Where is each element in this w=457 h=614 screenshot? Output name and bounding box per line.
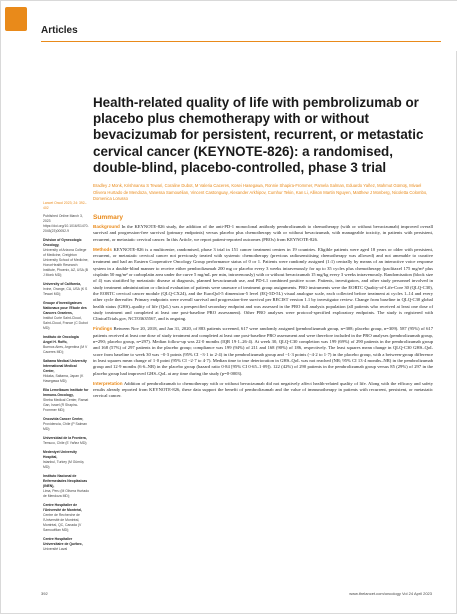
findings-label: Findings: [93, 326, 113, 332]
affiliation-item: [43, 388, 89, 413]
affiliation-detail: University of Arizona College of Medicine, Creighton University School of Medicine, HonorHealth Research Institute, Phoenix, AZ, USA (B J Monk MD);: [43, 248, 89, 277]
header-rule: [41, 41, 441, 42]
page-number: 392: [41, 591, 48, 596]
affiliation-name: Centre Hospitalier Universitaire de Québec,: [43, 537, 83, 546]
summary-heading: Summary: [93, 214, 124, 221]
affiliation-name: Saitama Medical University International Medical Center,: [43, 359, 87, 373]
affiliation-name: Universidad de la Frontera,: [43, 436, 87, 440]
journal-footer: www.thelancet.com/oncology Vol 24 April 2023: [349, 591, 432, 596]
affiliation-name: Instituto Nacional de Enfermedades Neoplásicas (INEN),: [43, 474, 88, 488]
affiliation-item: [43, 335, 89, 355]
header-accent-tab: [5, 7, 27, 31]
affiliation-name: Division of Gynecologic Oncology,: [43, 238, 82, 247]
affiliation-item: [43, 450, 89, 470]
affiliation-item: [43, 537, 89, 552]
journal-header: [1, 1, 457, 51]
abstract-interpretation: [93, 381, 433, 400]
affiliation-item: [43, 238, 89, 278]
sidebar-notes: [43, 201, 89, 556]
affiliation-detail: Centre de Recherche de l'Université de Montréal, Montréal, QC, Canada (V Samouëlian MD);: [43, 513, 82, 532]
affiliation-name: Medeniyet University Hospital,: [43, 450, 77, 459]
publication-info: Published Online March 3, 2023 https://doi.org/10.1016/S1470-2045(23)00052-9: [43, 214, 89, 233]
affiliation-detail: Istanbul, Turkey (M Gümüş MD);: [43, 460, 84, 469]
background-text: In the KEYNOTE-826 study, the addition of the anti-PD-1 monoclonal antibody pembrolizumab to chemotherapy (with or without bevacizumab) improved overall survival and progression-free survival (primary endpoints) versus placebo plus chemotherapy with or without bevacizumab, with manageable toxicity, in patients with persistent, recurrent, or metastatic cervical cancer. In this Article, we report patient-reported outcomes (PROs) from KEYNOTE-826.: [93, 224, 434, 242]
affiliation-name: Ella Lemelbaum Institute for Immuno-Oncology,: [43, 388, 89, 397]
affiliation-name: Instituto de Oncologia Angel H. Roffo,: [43, 335, 79, 344]
affiliation-item: [43, 359, 89, 384]
journal-reference: Lancet Oncol 2023; 24: 392–402: [43, 201, 87, 210]
affiliation-detail: Hidaka, Saitama, Japan (K Hasegawa MD);: [43, 374, 84, 383]
affiliation-item: [43, 503, 89, 533]
background-label: Background: [93, 224, 120, 229]
findings-text: Between Nov 20, 2018, and Jan 31, 2020, of 883 patients screened, 617 were randomly assigned (pembrolizumab group, n=308; placebo group, n=309). 587 (95%) of 617 patients received at least one dose of study treatment and completed at least one post-baseline PRO assessment and were therefore included in the PRO analyses (pembrolizumab group, n=290; placebo group, n=297). Median follow-up was 22·0 months (IQR 19·1–26·4). At week 30, QLQ-C30 completion was 199 (69%) of 290 patients in the pembrolizumab group and 168 (57%) of 297 patients in the placebo group; compliance was 199 (94%) of 211 and 168 (90%) of 186, respectively. The least squares mean change in QLQ-C30 GHS–QoL score from baseline to week 30 was −0·3 points (95% CI −3·1 to 2·4) in the pembrolizumab group and −1·3 points (−4·2 to 1·7) in the placebo group, with a between-group difference in least squares mean change of 1·0 point (95% CI −2·7 to 4·7). Median time to true deterioration in GHS–QoL was not reached (NR; 95% CI 13·4 months–NR) in the pembrolizumab group and 12·9 months (6·6–NR) in the placebo group (hazard ratio 0·84 [95% CI 0·65–1·09]). 122 (42%) of 290 patients in the pembrolizumab group versus 85 (29%) of 297 in the placebo group had improved GHS–QoL at any time during the study (p=0·0003).: [93, 326, 433, 376]
affiliation-name: University of California,: [43, 282, 82, 286]
affiliations-list: [43, 238, 89, 552]
affiliation-item: [43, 301, 89, 331]
abstract-background: [93, 224, 433, 243]
affiliation-detail: Temuco, Chile (E Yañez MD);: [43, 441, 88, 445]
affiliation-detail: Providencia, Chile (P Salman MD);: [43, 422, 88, 431]
section-label: Articles: [41, 25, 78, 36]
abstract-body: [93, 224, 433, 404]
interpretation-text: Addition of pembrolizumab to chemotherapy with or without bevacizumab did not negatively affect health-related quality of life. Along with the efficacy and safety results already reported from KEYNOTE-826, these data support the benefit of pembrolizumab and the value of immunotherapy in patients with recurrent, persistent, or metastatic cervical cancer.: [93, 380, 433, 399]
affiliation-name: Centre Hospitalier de l'Université de Montréal,: [43, 503, 83, 512]
affiliation-item: [43, 417, 89, 432]
article-title: Health-related quality of life with pembrolizumab or placebo plus chemotherapy with or without bevacizumab for persistent, recurrent, or metastatic cervical cancer (KEYNOTE-826): a randomised, double-blind, placebo-controlled, phase 3 trial: [93, 95, 424, 175]
affiliation-name: Groupe d'Investigateurs Nationaux pour l'Etude des Cancers Ovariens,: [43, 301, 87, 315]
affiliation-item: [43, 282, 89, 297]
affiliation-detail: Irvine, Orange, CA, USA (K S Tewari MD);: [43, 287, 88, 296]
affiliation-item: [43, 436, 89, 446]
abstract-methods: [93, 247, 433, 323]
affiliation-detail: Buenos Aires, Argentina (M V Caceres MD);: [43, 345, 88, 354]
affiliation-detail: Lima, Peru (M Olivera Hurtado de Mendoza MD);: [43, 489, 89, 498]
affiliation-detail: Université Laval: [43, 547, 68, 551]
interpretation-label: Interpretation: [93, 380, 123, 386]
affiliation-item: [43, 474, 89, 499]
affiliation-name: Oncovida Cancer Center,: [43, 417, 84, 421]
methods-text: KEYNOTE-826 is a multicentre, randomised, phase 3 trial in 151 cancer treatment centres in 19 countries. Eligible patients were aged 18 years or older with persistent, recurrent, or metastatic cervical cancer not previously treated with systemic chemotherapy (previous radiosensitising chemotherapy was allowed) and not amenable to curative treatment and had an Eastern Cooperative Oncology Group performance status of 0 or 1. Patients were randomly assigned (1:1) centrally by means of an interactive voice response system in a double-blind manner to receive either pembrolizumab 200 mg or placebo every 3 weeks intravenously for up to 35 cycles plus chemotherapy (paclitaxel 175 mg/m² plus cisplatin 50 mg/m² or carboplatin area under the curve 5 mg/mL per min, intravenously) with or without bevacizumab 15 mg/kg every 3 weeks intravenously. Randomisation (block size of 4) was stratified by metastatic disease at diagnosis, planned bevacizumab use, and PD-L1 combined positive score. Patients, investigators, and other study personnel involved in study treatment administration or clinical evaluation of patients were unaware of treatment group assignments. PRO instruments were the EORTC Quality-of-Life-Core 30 (QLQ-C30), the EORTC cervical cancer module (QLQ-CX24), and the EuroQoI-5 dimension-5 level (EQ-5D-5L) visual analogue scale, each collected before treatment at cycles 1–14 and every other cycle thereafter. Primary endpoints were overall survival and progression-free survival per RECIST version 1.1 by investigator review. Change from baseline in QLQ-C30 global health status (GHS)–quality of life (QoL) was a prespecified secondary endpoint and was assessed in the PRO full analysis population (all patients who received at least one dose of study treatment and completed at least one post-baseline PRO assessment). Other PRO analyses were protocol-specified exploratory endpoints. The study is registered with ClinicalTrials.gov, NCT03635567, and is ongoing.: [93, 246, 433, 322]
affiliation-detail: Institut Curie Saint-Cloud, Saint-Cloud, France (C Dubot MD);: [43, 316, 88, 330]
author-list: Bradley J Monk, Krishnansu S Tewari, Coraline Dubot, M Valeria Caceres, Kosei Hasegawa, Ronnie Shapira-Frommer, Pamela Salman, Eduardo Yañez, Mahmut Gümüş, Mivael Olivera Hurtado de Mendoza, Vanessa Samouëlian, Vincent Castonguay, Alexander Arkhipov, Cumhur Tekin, Kan Li, Allison Martin Nguyen, Matthew J Monberg, Nicoletta Colombo, Domenica Lorusso: [93, 183, 428, 202]
affiliation-detail: Sheba Medical Center, Ramat Gan, Israel (R Shapira-Frommer MD);: [43, 398, 89, 412]
abstract-findings: [93, 326, 433, 376]
methods-label: Methods: [93, 246, 112, 252]
